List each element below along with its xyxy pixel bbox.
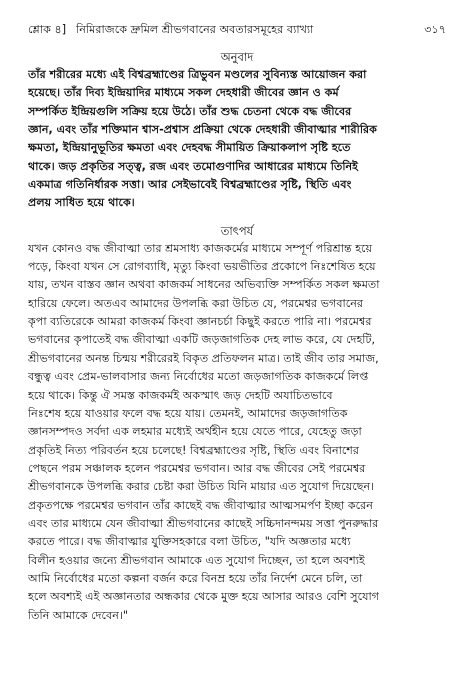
translation-line: থাকে। জড় প্রকৃতির সত্ত্ব, রজ এবং তমোগুণাদির আধারের মাধ্যমে তিনিই	[28, 159, 358, 173]
purport-line: প্রকৃতপক্ষে পরমেশ্বর ভগবান তাঁর কাছেই বদ্ধ জীবাত্মার আত্মসমর্পণ ইচ্ছা করেন	[28, 498, 373, 512]
purport-line: শ্রীভগবানকে উপলব্ধি করার চেষ্টা করা উচিত যিনি মায়ার এত সুযোগ দিয়েছেন।	[28, 480, 375, 494]
translation-line: সম্পর্কিত ইন্দ্রিয়গুলি সক্রিয় হয়ে উঠে। তাঁর শুদ্ধ চেতনা থেকে বদ্ধ জীবের	[28, 104, 352, 118]
book-page	[28, 22, 446, 625]
chapter-title: নিমিরাজকে দ্রুমিল শ্রীভগবানের অবতারসমূহের ব্যাখ্যা	[76, 23, 314, 36]
purport-line: বন্ধুত্ব এবং প্রেম-ভালবাসার জন্য নির্বোধের মতো জড়জাগতিক কাজকর্মে লিপ্ত	[28, 370, 369, 384]
running-header	[28, 22, 446, 42]
page-number: ৩১৭	[424, 23, 446, 36]
verse-label: শ্লোক ৪]	[28, 23, 67, 36]
translation-line: একমাত্র গতিনির্ধারক সত্তা। আর সেইভাবেই বিশ্বব্রহ্মাণ্ডের সৃষ্টি, স্থিতি এবং	[28, 178, 352, 192]
purport-line: কৃপা ব্যতিরেকে আমরা কাজকর্ম কিংবা জ্ঞানচর্চা কিছুই করতে পারি না। পরমেশ্বর	[28, 315, 372, 329]
translation-line: ক্ষমতা, ইন্দ্রিয়ানুভূতির ক্ষমতা এবং দেহবদ্ধ সীমায়িত ক্রিয়াকলাপ সৃষ্টি হতে	[28, 141, 351, 155]
header-left	[28, 22, 313, 38]
purport-line: পড়ে, কিংবা যখন সে রোগব্যাধি, মৃত্যু কিংবা ভয়ভীতির প্রকোপে নিঃশেষিত হয়ে	[28, 260, 376, 274]
purport-line: আমি নির্বোধের মতো কল্পনা বর্জন করে বিনম্র হয়ে তাঁর নির্দেশ মেনে চলি, তা	[28, 571, 363, 585]
translation-line: জ্ঞান, এবং তাঁর শক্তিমান শ্বাস-প্রশ্বাস প্রক্রিয়া থেকে দেহধারী জীবাত্মার শারীরিক	[28, 123, 377, 137]
purport-line: নিঃশেষ হয়ে যাওয়ার ফলে বদ্ধ হয়ে যায়। তেমনই, আমাদের জড়জাগতিক	[28, 406, 348, 420]
purport-line: এবং তার মাধ্যমে যেন জীবাত্মা শ্রীভগবানের কাছেই সচ্চিদানন্দময় সত্তা পুনরুদ্ধার	[28, 516, 379, 530]
purport-line: প্রকৃতিই নিত্য পরিবর্তন হয়ে চলেছে! বিশ্বব্রহ্মাণ্ডের সৃষ্টি, স্থিতি এবং বিনাশের	[28, 443, 360, 457]
purport-line: হারিয়ে ফেলে। অতএব আমাদের উপলব্ধি করা উচিত যে, পরমেশ্বর ভগবানের	[28, 296, 364, 310]
purport-line: পেছনে পরম সঞ্চালক হলেন পরমেশ্বর ভগবান। আর বদ্ধ জীবের সেই পরমেশ্বর	[28, 461, 366, 475]
translation-line: প্রলয় সাধিত হয়ে থাকে।	[28, 196, 135, 210]
purport-line: যায়, তখন বাস্তব জ্ঞান অথবা কাজকর্ম সাধনের অভিব্যক্তি সম্পর্কিত সকল ক্ষমতা	[28, 278, 380, 292]
purport-line: জ্ঞানসম্পদও সর্বদা এক লহমার মধ্যেই অর্থহীন হয়ে যেতে পারে, যেহেতু জড়া	[28, 425, 362, 439]
purport-text	[28, 240, 446, 625]
purport-line: শ্রীভগবানের অনন্ত চিন্ময় শরীরেরই বিকৃত প্রতিফলন মাত্র। তাই জীব তার সমাজ,	[28, 351, 379, 365]
purport-line: যখন কোনও বদ্ধ জীবাত্মা তার শ্রমসাধ্য কাজকর্মের মাধ্যমে সম্পূর্ণ পরিশ্রান্ত হয়ে	[28, 241, 373, 255]
purport-line: বিলীন হওয়ার জন্যে শ্রীভগবান আমাকে এত সুযোগ দিচ্ছেন, তা হলে অবশ্যই	[28, 553, 365, 567]
translation-line: তাঁর শরীরের মধ্যে এই বিশ্বব্রহ্মাণ্ডের ত্রিভুবন মণ্ডলের সুবিন্যস্ত আয়োজন করা	[28, 68, 367, 81]
purport-line: করতে পারে। বদ্ধ জীবাত্মার যুক্তিসহকারে বলা উচিত, "যদি অজ্ঞতার মধ্যে	[28, 535, 351, 549]
translation-heading: অনুবাদ	[220, 50, 254, 64]
purport-line: হয়ে থাকে। কিন্তু ঐ সমস্ত কাজকর্মই অকস্মাৎ জড় দেহটি অযাচিতভাবে	[28, 388, 333, 402]
translation-line: হয়েছে। তাঁর দিব্য ইন্দ্রিয়াদির মাধ্যমে সকল দেহধারী জীবের জ্ঞান ও কর্ম	[28, 86, 339, 100]
translation-text	[28, 66, 446, 213]
purport-line: ভগবানের কৃপাতেই বদ্ধ জীবাত্মা একটি জড়জাগতিক দেহ লাভ করে, যে দেহটি,	[28, 333, 376, 347]
purport-line: তিনি আমাকে দেবেন।"	[28, 608, 128, 622]
purport-heading: তাৎপর্য	[220, 223, 254, 238]
purport-line: হলে অবশ্যই এই অজ্ঞানতার অন্ধকার থেকে মুক্ত হয়ে আসার আরও বেশি সুযোগ	[28, 590, 380, 604]
